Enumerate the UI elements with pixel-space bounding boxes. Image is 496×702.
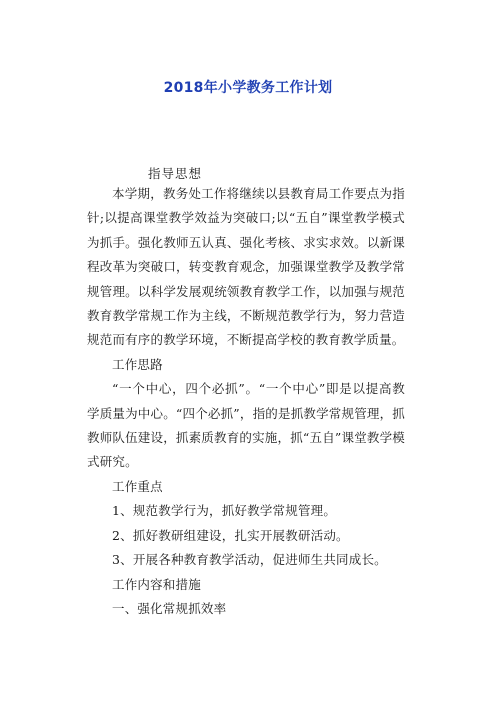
heading-work-approach: 工作思路 — [112, 356, 163, 372]
heading-work-focus: 工作重点 — [112, 478, 163, 494]
subheading-routine: 一、强化常规抓效率 — [112, 600, 227, 616]
guiding-heading: 指导思想 — [148, 166, 203, 181]
document-title: 2018年小学教务工作计划 — [163, 80, 333, 96]
document-body — [87, 182, 405, 621]
list-item-focus-1: 1、规范教学行为，抓好教学常规管理。 — [112, 503, 337, 519]
list-item-focus-3: 3、开展各种教育教学活动，促进师生共同成长。 — [112, 552, 387, 568]
paragraph-intro: 本学期，教务处工作将继续以县教育局工作要点为指针;以提高课堂教学效益为突破口;以“五自”课堂教学模式为抓手。强化教师五认真、强化考核、求实求效。以新课程改革为突破口，转变教育观念，加强课堂教学及教学常规管理。以科学发展观统领教育教学工作，以加强与规范教育教学常规工作为主线，不断规范教学行为，努力营造规范而有序的教学环境，不断提高学校的教育教学质量。 — [87, 186, 405, 348]
paragraph-approach: “一个中心，四个必抓”。“一个中心”即是以提高教学质量为中心。“四个必抓”，指的是抓教学常规管理，抓教师队伍建设，抓素质教育的实施，抓“五自”课堂教学模式研究。 — [87, 381, 405, 470]
list-item-focus-2: 2、抓好教研组建设，扎实开展教研活动。 — [112, 527, 349, 543]
heading-content-measures: 工作内容和措施 — [112, 576, 201, 592]
